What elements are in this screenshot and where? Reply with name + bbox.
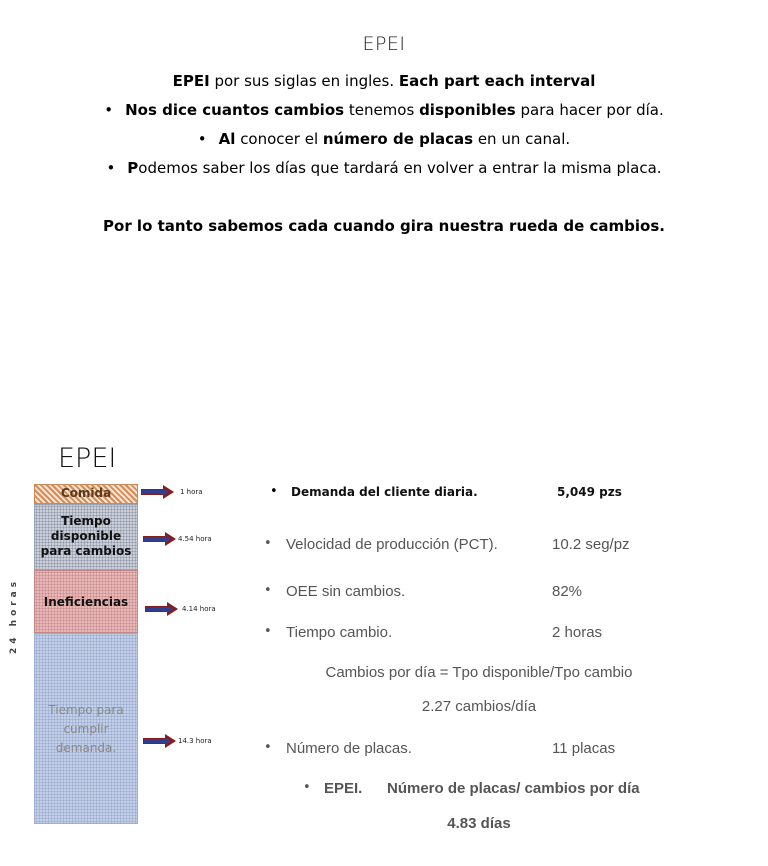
segment-tiempo-line3: para cambios <box>40 544 132 558</box>
epei-result: 4.83 días <box>447 815 511 832</box>
formula-result: 2.27 cambios/día <box>421 698 537 715</box>
bullet-placas-end: en un canal. <box>473 130 571 148</box>
bullet-placas-bold: número de placas <box>322 130 474 148</box>
intro-line <box>0 72 768 90</box>
bullet-placas <box>0 130 768 148</box>
intro-text: por sus siglas en ingles. <box>209 72 399 90</box>
bullet-icon: • <box>106 159 116 177</box>
segment-tiempo-disponible <box>34 504 138 570</box>
arrow-icon <box>141 486 175 498</box>
segment-demanda-line3: demanda. <box>55 741 117 755</box>
segment-demanda-line1: Tiempo para <box>48 703 124 717</box>
demanda-label: Demanda del cliente diaria. <box>291 485 478 499</box>
bullet-icon: • <box>104 101 114 119</box>
bullet-icon: • <box>270 484 278 499</box>
intro-epei: EPEI <box>172 72 210 90</box>
formula-text: Cambios por día = Tpo disponible/Tpo cambio <box>325 664 633 681</box>
hours-comida: 1 hora <box>180 488 203 496</box>
bullet-icon: • <box>264 583 272 598</box>
bullet-cambios <box>0 101 768 119</box>
diagram-title: EPEI <box>58 443 117 474</box>
cambio-value: 2 horas <box>552 624 603 641</box>
epei-formula: Número de placas/ cambios por día <box>387 780 640 797</box>
placas-value: 11 placas <box>552 740 616 757</box>
velocidad-value: 10.2 seg/pz <box>552 536 630 553</box>
slide-title: EPEI <box>362 33 406 55</box>
bullet-cambios-end: para hacer por día. <box>515 101 664 119</box>
bullet-icon: • <box>264 740 272 755</box>
bullet-placas-mid: conocer el <box>235 130 323 148</box>
bullet-icon: • <box>264 624 272 639</box>
hours-demanda: 14.3 hora <box>178 737 212 745</box>
segment-demanda <box>34 633 138 824</box>
axis-label: 24 horas <box>9 577 19 654</box>
bullet-icon: • <box>197 130 207 148</box>
arrow-icon <box>145 603 179 615</box>
arrow-icon <box>143 533 177 545</box>
segment-tiempo-line2: disponible <box>50 529 122 543</box>
hours-ineficiencias: 4.14 hora <box>182 605 216 613</box>
bullet-dias-text: odemos saber los días que tardará en volver a entrar la misma placa. <box>138 159 662 177</box>
oee-label: OEE sin cambios. <box>286 583 406 600</box>
bullet-icon: • <box>303 780 311 795</box>
bullet-placas-lead: Al <box>218 130 236 148</box>
segment-demanda-label <box>35 701 137 758</box>
hours-tiempo: 4.54 hora <box>178 535 212 543</box>
oee-value: 82% <box>552 583 583 600</box>
segment-demanda-line2: cumplir <box>63 722 109 736</box>
bullet-cambios-lead: Nos dice cuantos <box>125 101 275 119</box>
demanda-value: 5,049 pzs <box>557 485 622 499</box>
bullet-cambios-disp: disponibles <box>419 101 516 119</box>
cambio-label: Tiempo cambio. <box>286 624 393 641</box>
bullet-dias <box>0 159 768 177</box>
bullet-dias-lead: P <box>127 159 139 177</box>
segment-tiempo-line1: Tiempo <box>61 514 111 528</box>
velocidad-label: Velocidad de producción (PCT). <box>286 536 498 553</box>
conclusion-line: Por lo tanto sabemos cada cuando gira nuestra rueda de cambios. <box>103 217 665 235</box>
epei-label: EPEI. <box>324 780 363 797</box>
segment-comida-label: Comida <box>60 486 112 500</box>
segment-ineficiencias-label: Ineficiencias <box>43 595 129 609</box>
segment-ineficiencias <box>34 570 138 633</box>
segment-tiempo-label <box>35 514 137 559</box>
bullet-cambios-word: cambios <box>274 101 345 119</box>
intro-expansion: Each part each interval <box>398 72 596 90</box>
bullet-cambios-mid: tenemos <box>344 101 420 119</box>
arrow-icon <box>143 735 177 747</box>
bullet-icon: • <box>264 536 272 551</box>
segment-comida <box>34 484 138 504</box>
placas-label: Número de placas. <box>286 740 412 757</box>
